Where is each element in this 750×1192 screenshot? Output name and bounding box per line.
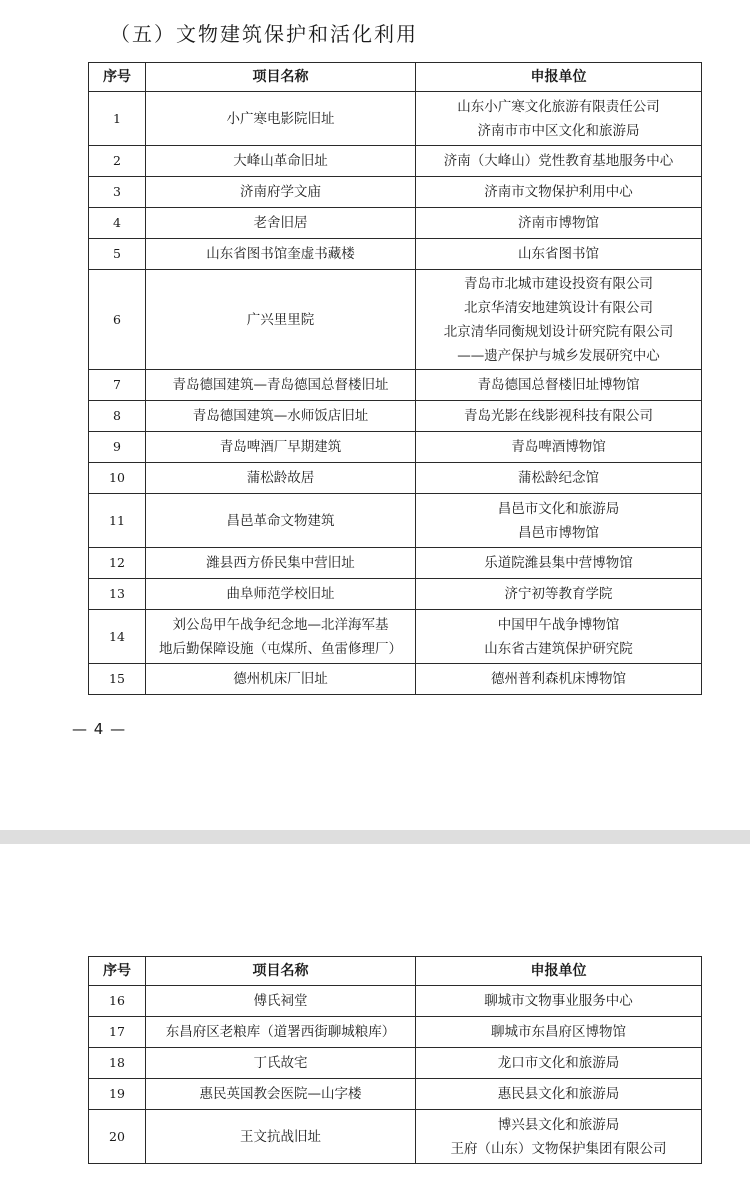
cell-no: 9 bbox=[89, 432, 146, 463]
cell-name bbox=[146, 270, 416, 370]
table-row bbox=[89, 1017, 702, 1048]
table-row bbox=[89, 370, 702, 401]
cell-name bbox=[146, 146, 416, 177]
table-row bbox=[89, 664, 702, 695]
cell-unit-line: 山东小广寒文化旅游有限责任公司 bbox=[457, 98, 660, 115]
table-row bbox=[89, 579, 702, 610]
cell-no: 19 bbox=[89, 1079, 146, 1110]
cell-unit-line: 龙口市文化和旅游局 bbox=[497, 1055, 620, 1071]
cell-name bbox=[146, 208, 416, 239]
cell-unit bbox=[416, 494, 702, 548]
cell-name bbox=[146, 548, 416, 579]
cell-name-line: 丁氏故宅 bbox=[253, 1055, 308, 1071]
cell-unit bbox=[416, 177, 702, 208]
cell-name-line: 蒲松龄故居 bbox=[246, 470, 315, 486]
cell-unit bbox=[416, 401, 702, 432]
cell-name-line: 昌邑革命文物建筑 bbox=[226, 512, 335, 529]
heritage-table-page-1 bbox=[88, 62, 702, 695]
table-row bbox=[89, 239, 702, 270]
heritage-table-page-2 bbox=[88, 956, 702, 1164]
table-row bbox=[89, 1048, 702, 1079]
cell-name bbox=[146, 494, 416, 548]
cell-no: 4 bbox=[89, 208, 146, 239]
cell-unit-line: ——遗产保护与城乡发展研究中心 bbox=[457, 347, 660, 364]
cell-no: 8 bbox=[89, 401, 146, 432]
cell-unit-line: 青岛德国总督楼旧址博物馆 bbox=[477, 377, 640, 393]
cell-unit-line: 惠民县文化和旅游局 bbox=[497, 1086, 620, 1102]
table-body-page-2 bbox=[89, 986, 702, 1164]
cell-unit-line: 德州普利森机床博物馆 bbox=[491, 671, 626, 687]
table-row bbox=[89, 494, 702, 548]
table-row bbox=[89, 270, 702, 370]
header-no: 序号 bbox=[89, 63, 146, 92]
cell-unit bbox=[416, 239, 702, 270]
cell-unit-line: 青岛光影在线影视科技有限公司 bbox=[464, 408, 653, 424]
cell-no: 13 bbox=[89, 579, 146, 610]
table-row bbox=[89, 986, 702, 1017]
page-separator bbox=[0, 830, 750, 844]
table-row bbox=[89, 208, 702, 239]
cell-name-line: 东昌府区老粮库（道署西街聊城粮库） bbox=[165, 1024, 396, 1040]
header-unit: 申报单位 bbox=[416, 957, 702, 986]
cell-no: 18 bbox=[89, 1048, 146, 1079]
header-no: 序号 bbox=[89, 957, 146, 986]
cell-unit-line: 昌邑市文化和旅游局 bbox=[497, 500, 620, 517]
cell-unit bbox=[416, 610, 702, 664]
cell-name bbox=[146, 401, 416, 432]
cell-name bbox=[146, 986, 416, 1017]
table-row bbox=[89, 1079, 702, 1110]
table-row bbox=[89, 177, 702, 208]
cell-name-line: 老舍旧居 bbox=[253, 215, 308, 231]
cell-no: 14 bbox=[89, 610, 146, 664]
cell-name bbox=[146, 370, 416, 401]
table-body-page-1 bbox=[89, 92, 702, 695]
cell-name bbox=[146, 579, 416, 610]
cell-unit bbox=[416, 92, 702, 146]
cell-unit-line: 中国甲午战争博物馆 bbox=[497, 616, 620, 633]
cell-unit-line: 昌邑市博物馆 bbox=[518, 524, 599, 541]
cell-unit-line: 北京清华同衡规划设计研究院有限公司 bbox=[443, 323, 674, 340]
table-header-row bbox=[89, 957, 702, 986]
table-row bbox=[89, 610, 702, 664]
cell-unit-line: 济南市博物馆 bbox=[518, 215, 599, 231]
cell-name-line: 潍县西方侨民集中营旧址 bbox=[206, 555, 355, 571]
cell-unit bbox=[416, 432, 702, 463]
cell-name-line: 青岛德国建筑—青岛德国总督楼旧址 bbox=[172, 377, 389, 393]
cell-unit-line: 聊城市东昌府区博物馆 bbox=[491, 1024, 626, 1040]
cell-no: 7 bbox=[89, 370, 146, 401]
header-name: 项目名称 bbox=[146, 63, 416, 92]
cell-name bbox=[146, 664, 416, 695]
cell-name bbox=[146, 177, 416, 208]
cell-no: 3 bbox=[89, 177, 146, 208]
cell-unit-line: 济南市文物保护利用中心 bbox=[484, 184, 633, 200]
cell-unit bbox=[416, 1017, 702, 1048]
cell-unit-line: 济南（大峰山）党性教育基地服务中心 bbox=[443, 153, 674, 169]
table-row bbox=[89, 463, 702, 494]
cell-name bbox=[146, 1110, 416, 1164]
cell-unit bbox=[416, 1110, 702, 1164]
cell-name-line: 大峰山革命旧址 bbox=[233, 153, 328, 169]
table-row bbox=[89, 432, 702, 463]
cell-name bbox=[146, 239, 416, 270]
cell-no: 6 bbox=[89, 270, 146, 370]
cell-unit bbox=[416, 370, 702, 401]
cell-no: 16 bbox=[89, 986, 146, 1017]
header-name: 项目名称 bbox=[146, 957, 416, 986]
cell-name-line: 德州机床厂旧址 bbox=[233, 671, 328, 687]
cell-name-line: 青岛德国建筑—水师饭店旧址 bbox=[192, 408, 369, 424]
cell-unit bbox=[416, 1079, 702, 1110]
table-row bbox=[89, 92, 702, 146]
cell-unit-line: 济南市市中区文化和旅游局 bbox=[477, 122, 640, 139]
cell-name-line: 青岛啤酒厂早期建筑 bbox=[219, 439, 342, 455]
table-row bbox=[89, 548, 702, 579]
cell-no: 1 bbox=[89, 92, 146, 146]
cell-name bbox=[146, 1017, 416, 1048]
cell-name bbox=[146, 463, 416, 494]
cell-no: 11 bbox=[89, 494, 146, 548]
cell-name bbox=[146, 432, 416, 463]
table-row bbox=[89, 146, 702, 177]
cell-unit bbox=[416, 146, 702, 177]
table-row bbox=[89, 401, 702, 432]
cell-unit bbox=[416, 208, 702, 239]
cell-unit-line: 山东省图书馆 bbox=[518, 246, 599, 262]
cell-no: 17 bbox=[89, 1017, 146, 1048]
cell-name-line: 济南府学文庙 bbox=[240, 184, 321, 200]
cell-no: 10 bbox=[89, 463, 146, 494]
cell-unit bbox=[416, 270, 702, 370]
cell-unit bbox=[416, 463, 702, 494]
cell-name-line: 曲阜师范学校旧址 bbox=[226, 586, 335, 602]
cell-name-line: 小广寒电影院旧址 bbox=[226, 110, 335, 127]
cell-name-line: 刘公岛甲午战争纪念地—北洋海军基 bbox=[172, 616, 389, 633]
cell-no: 15 bbox=[89, 664, 146, 695]
cell-unit-line: 蒲松龄纪念馆 bbox=[518, 470, 599, 486]
cell-no: 5 bbox=[89, 239, 146, 270]
cell-unit-line: 王府（山东）文物保护集团有限公司 bbox=[450, 1140, 667, 1157]
cell-unit-line: 济宁初等教育学院 bbox=[504, 586, 613, 602]
cell-unit-line: 山东省古建筑保护研究院 bbox=[484, 640, 633, 657]
cell-no: 2 bbox=[89, 146, 146, 177]
cell-unit bbox=[416, 1048, 702, 1079]
cell-name-line: 傅氏祠堂 bbox=[253, 993, 308, 1009]
page-number: — 4 — bbox=[72, 720, 127, 738]
cell-unit-line: 博兴县文化和旅游局 bbox=[497, 1116, 620, 1133]
cell-unit bbox=[416, 664, 702, 695]
cell-name-line: 地后勤保障设施（屯煤所、鱼雷修理厂） bbox=[159, 640, 402, 657]
cell-name-line: 广兴里里院 bbox=[246, 311, 315, 328]
cell-unit-line: 北京华清安地建筑设计有限公司 bbox=[464, 299, 653, 316]
cell-name bbox=[146, 1079, 416, 1110]
document-page-bottom bbox=[0, 844, 750, 1192]
cell-unit-line: 聊城市文物事业服务中心 bbox=[484, 993, 633, 1009]
cell-unit-line: 青岛市北城市建设投资有限公司 bbox=[464, 275, 653, 292]
cell-name-line: 惠民英国教会医院—山字楼 bbox=[199, 1086, 362, 1102]
cell-no: 20 bbox=[89, 1110, 146, 1164]
cell-unit bbox=[416, 579, 702, 610]
cell-name-line: 王文抗战旧址 bbox=[240, 1128, 321, 1145]
section-title: （五）文物建筑保护和活化利用 bbox=[110, 22, 418, 46]
cell-name bbox=[146, 1048, 416, 1079]
header-unit: 申报单位 bbox=[416, 63, 702, 92]
cell-name bbox=[146, 92, 416, 146]
cell-unit-line: 青岛啤酒博物馆 bbox=[511, 439, 606, 455]
table-header-row bbox=[89, 63, 702, 92]
table-row bbox=[89, 1110, 702, 1164]
cell-no: 12 bbox=[89, 548, 146, 579]
cell-name bbox=[146, 610, 416, 664]
cell-unit-line: 乐道院潍县集中营博物馆 bbox=[484, 555, 633, 571]
cell-name-line: 山东省图书馆奎虚书藏楼 bbox=[206, 246, 355, 262]
cell-unit bbox=[416, 986, 702, 1017]
cell-unit bbox=[416, 548, 702, 579]
